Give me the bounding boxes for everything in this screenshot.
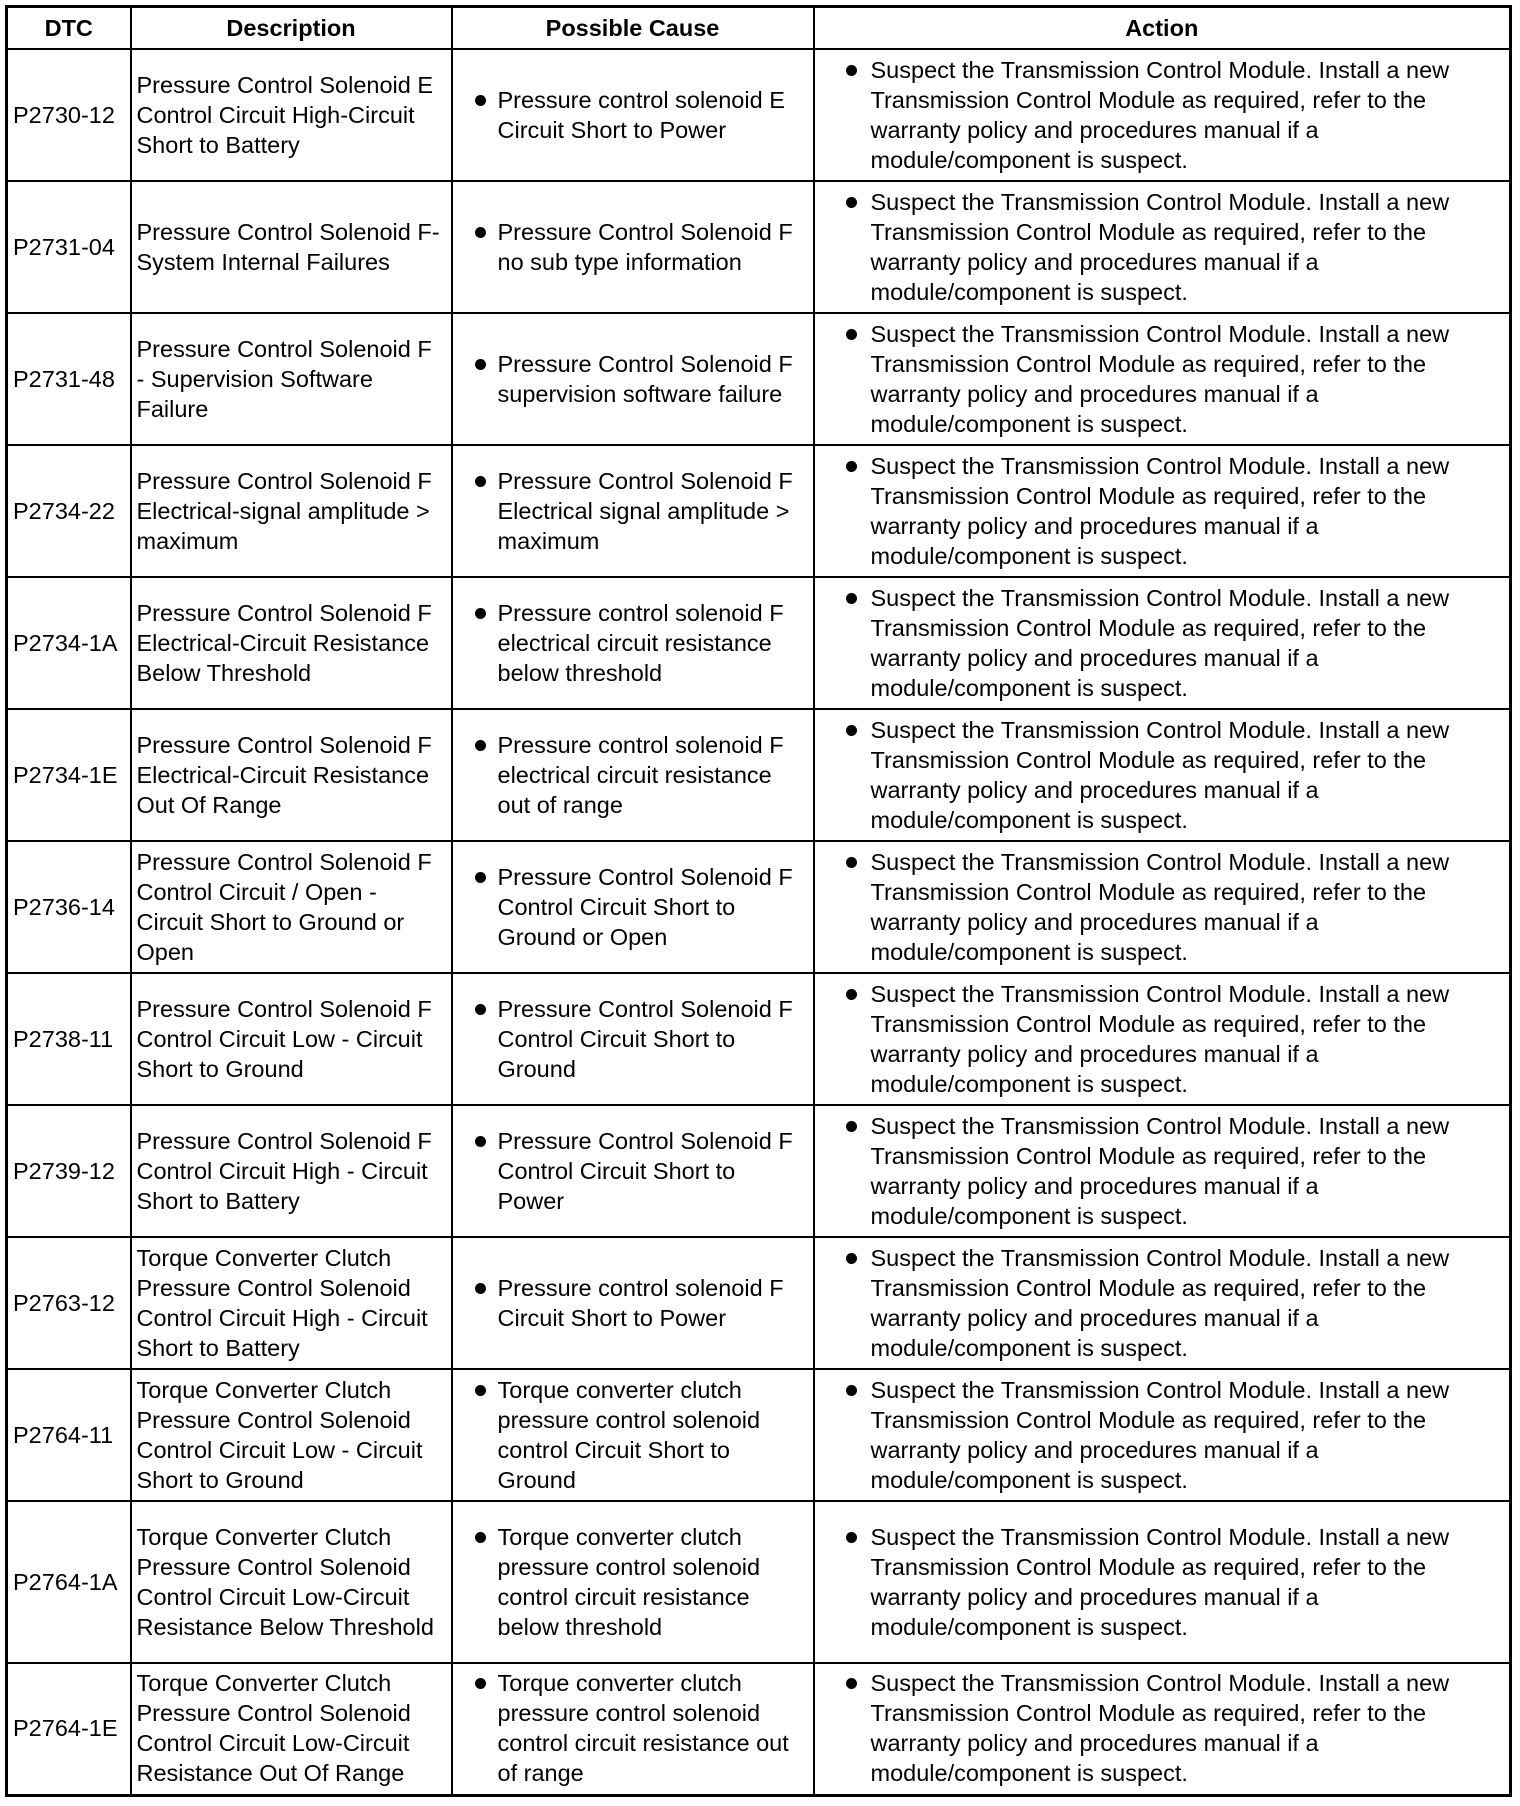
cause-bullet: Torque converter clutch pressure control solenoid control Circuit Short to Ground [458,1375,808,1495]
possible-cause-cell [452,49,814,181]
action-bullet: Suspect the Transmission Control Module. Install a new Transmission Control Module as required, refer to the warranty policy and procedures manual if a module/component is suspect. [820,1522,1505,1642]
action-bullet: Suspect the Transmission Control Module. Install a new Transmission Control Module as required, refer to the warranty policy and procedures manual if a module/component is suspect. [820,1668,1505,1788]
table-row [7,445,1511,577]
cause-bullet: Torque converter clutch pressure control solenoid control circuit resistance below threshold [458,1522,808,1642]
action-bullet: Suspect the Transmission Control Module. Install a new Transmission Control Module as required, refer to the warranty policy and procedures manual if a module/component is suspect. [820,1111,1505,1231]
cause-bullet: Torque converter clutch pressure control solenoid control circuit resistance out of range [458,1668,808,1788]
possible-cause-cell [452,1237,814,1369]
possible-cause-cell [452,577,814,709]
header-possible-cause: Possible Cause [452,7,814,50]
action-cell [814,841,1511,973]
action-cell [814,1501,1511,1663]
possible-cause-cell [452,313,814,445]
cause-bullet: Pressure Control Solenoid F Control Circuit Short to Ground [458,994,808,1084]
cause-bullet: Pressure control solenoid F Circuit Short to Power [458,1273,808,1333]
description-cell: Torque Converter Clutch Pressure Control Solenoid Control Circuit Low-Circuit Resistance Below Threshold [131,1501,452,1663]
action-cell [814,49,1511,181]
dtc-code: P2731-48 [7,313,131,445]
action-cell [814,1663,1511,1795]
action-cell [814,1105,1511,1237]
table-header-row [7,7,1511,50]
action-cell [814,1237,1511,1369]
table-row [7,1237,1511,1369]
cause-bullet: Pressure control solenoid E Circuit Short to Power [458,85,808,145]
action-bullet: Suspect the Transmission Control Module. Install a new Transmission Control Module as required, refer to the warranty policy and procedures manual if a module/component is suspect. [820,187,1505,307]
dtc-code: P2764-11 [7,1369,131,1501]
action-cell [814,1369,1511,1501]
description-cell: Pressure Control Solenoid F Control Circuit / Open - Circuit Short to Ground or Open [131,841,452,973]
possible-cause-cell [452,1105,814,1237]
description-cell: Pressure Control Solenoid F-System Internal Failures [131,181,452,313]
action-cell [814,577,1511,709]
cause-bullet: Pressure Control Solenoid F Control Circuit Short to Ground or Open [458,862,808,952]
dtc-code: P2734-1A [7,577,131,709]
table-row [7,49,1511,181]
description-cell: Pressure Control Solenoid F Control Circuit Low - Circuit Short to Ground [131,973,452,1105]
table-row [7,1663,1511,1795]
possible-cause-cell [452,1501,814,1663]
dtc-table [5,5,1512,1797]
dtc-code: P2738-11 [7,973,131,1105]
dtc-code: P2734-22 [7,445,131,577]
action-cell [814,181,1511,313]
description-cell: Torque Converter Clutch Pressure Control Solenoid Control Circuit Low - Circuit Short to Ground [131,1369,452,1501]
cause-bullet: Pressure Control Solenoid F no sub type information [458,217,808,277]
table-row [7,709,1511,841]
dtc-code: P2739-12 [7,1105,131,1237]
action-bullet: Suspect the Transmission Control Module. Install a new Transmission Control Module as required, refer to the warranty policy and procedures manual if a module/component is suspect. [820,319,1505,439]
action-bullet: Suspect the Transmission Control Module. Install a new Transmission Control Module as required, refer to the warranty policy and procedures manual if a module/component is suspect. [820,1375,1505,1495]
table-row [7,841,1511,973]
table-row [7,973,1511,1105]
header-dtc: DTC [7,7,131,50]
action-cell [814,313,1511,445]
cause-bullet: Pressure control solenoid F electrical circuit resistance below threshold [458,598,808,688]
action-bullet: Suspect the Transmission Control Module. Install a new Transmission Control Module as required, refer to the warranty policy and procedures manual if a module/component is suspect. [820,583,1505,703]
action-bullet: Suspect the Transmission Control Module. Install a new Transmission Control Module as required, refer to the warranty policy and procedures manual if a module/component is suspect. [820,979,1505,1099]
table-row [7,313,1511,445]
description-cell: Pressure Control Solenoid E Control Circuit High-Circuit Short to Battery [131,49,452,181]
cause-bullet: Pressure Control Solenoid F Control Circuit Short to Power [458,1126,808,1216]
cause-bullet: Pressure control solenoid F electrical circuit resistance out of range [458,730,808,820]
cause-bullet: Pressure Control Solenoid F Electrical signal amplitude > maximum [458,466,808,556]
description-cell: Pressure Control Solenoid F Control Circuit High - Circuit Short to Battery [131,1105,452,1237]
description-cell: Pressure Control Solenoid F Electrical-signal amplitude > maximum [131,445,452,577]
action-bullet: Suspect the Transmission Control Module. Install a new Transmission Control Module as required, refer to the warranty policy and procedures manual if a module/component is suspect. [820,55,1505,175]
dtc-code: P2730-12 [7,49,131,181]
action-cell [814,709,1511,841]
possible-cause-cell [452,181,814,313]
action-bullet: Suspect the Transmission Control Module. Install a new Transmission Control Module as required, refer to the warranty policy and procedures manual if a module/component is suspect. [820,715,1505,835]
table-row [7,1501,1511,1663]
description-cell: Pressure Control Solenoid F Electrical-Circuit Resistance Out Of Range [131,709,452,841]
table-row [7,1105,1511,1237]
action-cell [814,445,1511,577]
possible-cause-cell [452,1369,814,1501]
table-row [7,181,1511,313]
dtc-code: P2731-04 [7,181,131,313]
dtc-code: P2764-1A [7,1501,131,1663]
description-cell: Pressure Control Solenoid F Electrical-Circuit Resistance Below Threshold [131,577,452,709]
possible-cause-cell [452,1663,814,1795]
dtc-code: P2734-1E [7,709,131,841]
dtc-code: P2764-1E [7,1663,131,1795]
action-bullet: Suspect the Transmission Control Module. Install a new Transmission Control Module as required, refer to the warranty policy and procedures manual if a module/component is suspect. [820,847,1505,967]
description-cell: Pressure Control Solenoid F - Supervision Software Failure [131,313,452,445]
action-cell [814,973,1511,1105]
header-action: Action [814,7,1511,50]
dtc-code: P2736-14 [7,841,131,973]
header-description: Description [131,7,452,50]
possible-cause-cell [452,709,814,841]
description-cell: Torque Converter Clutch Pressure Control Solenoid Control Circuit High - Circuit Short to Battery [131,1237,452,1369]
dtc-code: P2763-12 [7,1237,131,1369]
table-row [7,577,1511,709]
possible-cause-cell [452,445,814,577]
table-row [7,1369,1511,1501]
action-bullet: Suspect the Transmission Control Module. Install a new Transmission Control Module as required, refer to the warranty policy and procedures manual if a module/component is suspect. [820,451,1505,571]
possible-cause-cell [452,973,814,1105]
possible-cause-cell [452,841,814,973]
cause-bullet: Pressure Control Solenoid F supervision software failure [458,349,808,409]
action-bullet: Suspect the Transmission Control Module. Install a new Transmission Control Module as required, refer to the warranty policy and procedures manual if a module/component is suspect. [820,1243,1505,1363]
description-cell: Torque Converter Clutch Pressure Control Solenoid Control Circuit Low-Circuit Resistance Out Of Range [131,1663,452,1795]
